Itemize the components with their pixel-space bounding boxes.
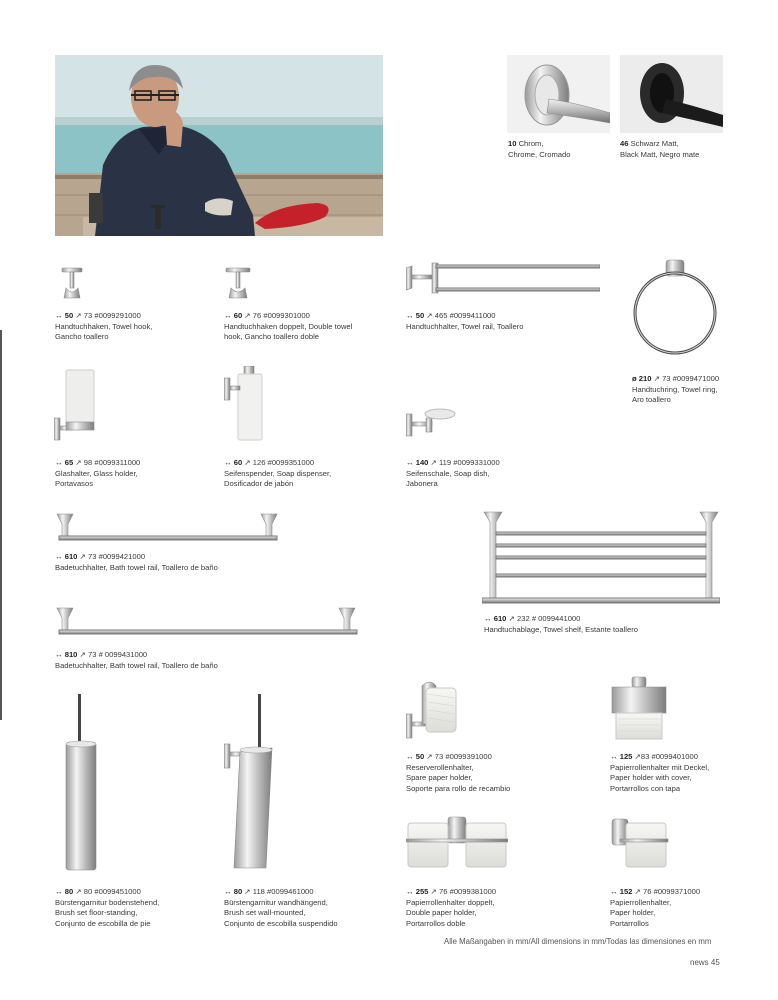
projection-value: 126	[252, 458, 266, 467]
product-name: Seifenschale, Soap dish,	[406, 468, 490, 478]
projection-value: 73	[88, 552, 97, 561]
brush-wall-image	[224, 692, 284, 872]
towel-rail-info	[406, 311, 524, 332]
product-name-3: Conjunto de escobilla suspendido	[224, 918, 338, 928]
finish-code: 46	[620, 139, 629, 148]
width-value: 50	[415, 311, 425, 320]
product-name-2: Gancho toallero	[55, 332, 109, 342]
projection-icon: ↗	[634, 752, 641, 761]
towel-ring-image	[632, 258, 718, 358]
brush-floor-info	[55, 887, 159, 929]
width-icon: ↔	[406, 752, 414, 761]
projection-value: 73	[434, 752, 444, 761]
product-name-2: Aro toallero	[632, 395, 671, 405]
width-icon: ↔	[224, 311, 232, 320]
product-name: Bürstengarnitur bodenstehend,	[55, 897, 160, 907]
product-name: Papierrollenhalter doppelt,	[406, 897, 495, 907]
bath-rail-610-image	[55, 512, 281, 544]
finish-name: Chrom,	[518, 139, 544, 148]
projection-icon: ↗	[244, 887, 251, 896]
width-value: 610	[64, 552, 78, 561]
product-name-2: Spare paper holder,	[406, 773, 473, 783]
towel-shelf-info	[484, 614, 638, 635]
towel-rail-image	[406, 260, 600, 296]
towel-hook-image	[60, 266, 86, 302]
product-name-3: Portarrollos doble	[406, 918, 466, 928]
width-value: 810	[64, 650, 78, 659]
page-edge-bar	[0, 330, 2, 720]
product-name: Reserverollenhalter,	[406, 762, 474, 772]
projection-icon: ↗	[430, 458, 437, 467]
width-value: 60	[233, 458, 243, 467]
article-number: #0099461000	[267, 887, 314, 896]
projection-value: 76	[643, 887, 652, 896]
article-number: #0099371000	[653, 887, 701, 896]
product-name-2: Brush set wall-mounted,	[224, 908, 306, 918]
projection-icon: ↗	[244, 458, 251, 467]
product-name-3: Soporte para rollo de recambio	[406, 783, 511, 793]
projection-icon: ↗	[508, 614, 515, 623]
paper-holder-cover-image	[610, 675, 670, 745]
projection-value: 73	[662, 374, 671, 383]
projection-value: 76	[252, 311, 262, 320]
product-name-2: Jabonera	[406, 479, 438, 489]
finish-code: 10	[508, 139, 517, 148]
spare-paper-holder-image	[406, 676, 458, 744]
product-name-2: Brush set floor-standing,	[55, 908, 138, 918]
spare-paper-holder-info	[406, 752, 510, 794]
product-name-2: Double paper holder,	[406, 908, 477, 918]
finish-name: Schwarz Matt,	[630, 139, 679, 148]
product-name-2: Paper holder with cover,	[610, 773, 692, 783]
double-hook-info	[224, 311, 352, 343]
article-number: # 0099431000	[98, 650, 148, 659]
projection-icon: ↗	[75, 311, 82, 320]
glass-holder-image	[54, 368, 98, 444]
brush-wall-info	[224, 887, 338, 929]
product-name: Papierrollenhalter,	[610, 897, 672, 907]
width-icon: ↔	[610, 752, 618, 761]
projection-value: 80	[83, 887, 93, 896]
width-icon: ↔	[406, 311, 414, 320]
projection-icon: ↗	[244, 311, 251, 320]
towel-shelf-image	[482, 510, 720, 606]
width-icon: ↔	[55, 458, 63, 467]
width-icon: ↔	[55, 887, 63, 896]
bath-rail-810-info	[55, 650, 218, 671]
soap-dish-info	[406, 458, 500, 490]
projection-value: 76	[439, 887, 448, 896]
finish-name-2: Black Matt, Negro mate	[620, 149, 700, 159]
projection-value: 73	[88, 650, 97, 659]
double-paper-holder-info	[406, 887, 496, 929]
projection-icon: ↗	[426, 752, 433, 761]
width-icon: ↔	[406, 458, 414, 467]
width-icon: ↔	[55, 311, 63, 320]
width-value: 50	[415, 752, 425, 761]
width-icon: ↔	[224, 458, 232, 467]
projection-icon: ↗	[634, 887, 641, 896]
finish-chrome-label	[508, 139, 570, 160]
double-hook-image	[224, 266, 252, 302]
projection-icon: ↗	[653, 374, 660, 383]
width-value: 125	[619, 752, 633, 761]
product-name: Handtuchhalter, Towel rail, Toallero	[406, 321, 524, 331]
product-name-3: Portarrollos	[610, 918, 649, 928]
projection-icon: ↗	[430, 887, 437, 896]
towel-ring-info	[632, 374, 719, 406]
projection-value: 232	[517, 614, 530, 623]
double-paper-holder-image	[406, 815, 508, 871]
bath-rail-610-info	[55, 552, 218, 573]
bath-rail-810-image	[55, 606, 361, 640]
paper-holder-cover-info	[610, 752, 709, 794]
product-name-2: Portavasos	[55, 479, 93, 489]
soap-dispenser-info	[224, 458, 331, 490]
article-number: #0099351000	[267, 458, 315, 467]
product-name: Seifenspender, Soap dispenser,	[224, 468, 332, 478]
glass-holder-info	[55, 458, 140, 490]
width-value: 80	[233, 887, 243, 896]
width-icon: ↔	[224, 887, 232, 896]
article-number: #0099401000	[651, 752, 698, 761]
width-value: 610	[493, 614, 507, 623]
projection-icon: ↗	[426, 311, 433, 320]
width-value: 60	[233, 311, 243, 320]
product-name-2: Paper holder,	[610, 908, 656, 918]
product-name: Handtuchring, Towel ring,	[632, 384, 718, 394]
width-value: 50	[64, 311, 74, 320]
projection-icon: ↗	[75, 887, 82, 896]
product-name: Bürstengarnitur wandhängend,	[224, 897, 328, 907]
projection-value: 118	[252, 887, 265, 896]
article-number: #0099381000	[449, 887, 497, 896]
product-name: Badetuchhalter, Bath towel rail, Toallero de baño	[55, 660, 218, 670]
towel-hook-info	[55, 311, 152, 343]
finish-name-2: Chrome, Cromado	[508, 149, 571, 159]
product-name-2: Dosificador de jabón	[224, 479, 294, 489]
width-icon: ↔	[484, 614, 492, 623]
projection-value: 465	[434, 311, 448, 320]
product-name: Handtuchablage, Towel shelf, Estante toallero	[484, 624, 638, 634]
width-icon: ↔	[610, 887, 618, 896]
width-value: 65	[64, 458, 74, 467]
paper-holder-info	[610, 887, 700, 929]
projection-value: 83	[640, 752, 650, 761]
product-name: Papierrollenhalter mit Deckel,	[610, 762, 710, 772]
product-name-2: hook, Gancho toallero doble	[224, 332, 319, 342]
designer-photo	[55, 55, 383, 236]
dimensions-note: Alle Maßangaben in mm/All dimensions in mm/Todas las dimensiones en mm	[444, 937, 712, 946]
product-name: Glashalter, Glass holder,	[55, 468, 138, 478]
width-value: 255	[415, 887, 429, 896]
projection-icon: ↗	[75, 458, 82, 467]
article-number: #0099451000	[94, 887, 141, 896]
width-icon: ↔	[55, 552, 63, 561]
projection-value: 98	[83, 458, 93, 467]
chrome-finish-swatch	[507, 55, 610, 133]
article-number: #0099471000	[672, 374, 720, 383]
projection-icon: ↗	[79, 650, 86, 659]
soap-dish-image	[406, 406, 456, 440]
article-number: #0099291000	[94, 311, 141, 320]
product-name: Handtuchhaken doppelt, Double towel	[224, 321, 353, 331]
paper-holder-image	[610, 815, 670, 871]
product-name: Handtuchhaken, Towel hook,	[55, 321, 153, 331]
article-number: # 0099441000	[531, 614, 581, 623]
product-name-3: Conjunto de escobilla de pie	[55, 918, 151, 928]
article-number: #0099311000	[94, 458, 141, 467]
width-value: 140	[415, 458, 429, 467]
soap-dispenser-image	[224, 366, 266, 444]
article-number: #0099331000	[453, 458, 500, 467]
finish-black-label	[620, 139, 699, 160]
width-icon: ↔	[406, 887, 414, 896]
brush-floor-image	[56, 692, 106, 872]
product-name-3: Portarrollos con tapa	[610, 783, 681, 793]
projection-value: 73	[83, 311, 93, 320]
projection-icon: ↗	[79, 552, 86, 561]
width-value: 80	[64, 887, 74, 896]
width-value: 210	[638, 374, 652, 383]
page-number: news 45	[690, 958, 720, 967]
width-value: 152	[619, 887, 633, 896]
projection-value: 119	[439, 458, 452, 467]
article-number: #0099301000	[263, 311, 310, 320]
article-number: #0099411000	[449, 311, 496, 320]
product-name: Badetuchhalter, Bath towel rail, Toallero de baño	[55, 562, 218, 572]
black-matt-finish-swatch	[620, 55, 723, 133]
diameter-icon: ø	[632, 374, 637, 383]
width-icon: ↔	[55, 650, 63, 659]
article-number: #0099391000	[445, 752, 492, 761]
article-number: #0099421000	[98, 552, 146, 561]
